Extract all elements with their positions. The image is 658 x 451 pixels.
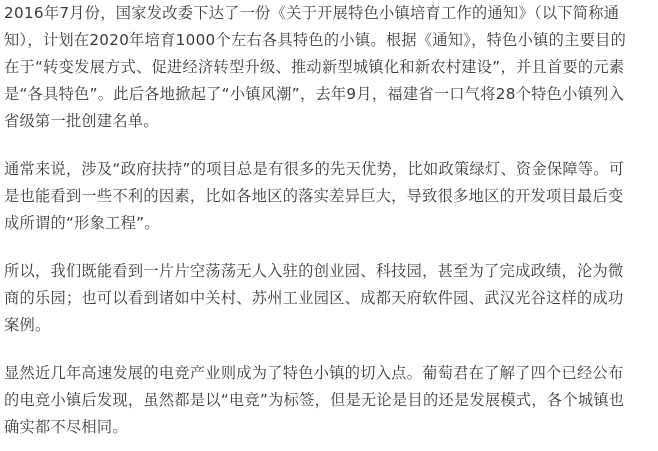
- paragraph-3: [4, 258, 656, 339]
- paragraph-line: 所以，我们既能看到一片片空荡荡无人入驻的创业园、科技园，甚至为了完成政绩，沦为微: [4, 262, 624, 280]
- paragraph-line: 确实都不尽相同。: [4, 418, 128, 436]
- paragraph-1: [4, 0, 656, 135]
- paragraph-line: 成所谓的“形象工程”。: [4, 214, 160, 232]
- paragraph-spacer: [4, 339, 656, 360]
- paragraph-line: 是“各具特色”。此后各地掀起了“小镇风潮”，去年9月，福建省一口气将28个特色小镇列入: [4, 85, 625, 103]
- paragraph-line: 2016年7月份，国家发改委下达了一份《关于开展特色小镇培育工作的通知》（以下简称通: [4, 4, 620, 22]
- paragraph-line: 通常来说，涉及“政府扶持”的项目总是有很多的先天优势，比如政策绿灯、资金保障等。可: [4, 160, 625, 178]
- paragraph-line: 省级第一批创建名单。: [4, 112, 159, 130]
- paragraph-line: 的电竞小镇后发现，虽然都是以“电竞”为标签，但是无论是目的还是发展模式，各个城镇也: [4, 391, 625, 409]
- paragraph-4: [4, 360, 656, 441]
- paragraph-line: 显然近几年高速发展的电竞产业则成为了特色小镇的切入点。葡萄君在了解了四个已经公布: [4, 364, 624, 382]
- paragraph-spacer: [4, 237, 656, 258]
- article-body: [4, 0, 656, 441]
- paragraph-line: 知），计划在2020年培育1000个左右各具特色的小镇。根据《通知》，特色小镇的主要目的: [4, 31, 627, 49]
- paragraph-2: [4, 156, 656, 237]
- paragraph-spacer: [4, 135, 656, 156]
- paragraph-line: 在于“转变发展方式、促进经济转型升级、推动新型城镇化和新农村建设”，并且首要的元素: [4, 58, 625, 76]
- paragraph-line: 商的乐园；也可以看到诸如中关村、苏州工业园区、成都天府软件园、武汉光谷这样的成功: [4, 289, 624, 307]
- paragraph-line: 是也能看到一些不利的因素，比如各地区的落实差异巨大，导致很多地区的开发项目最后变: [4, 187, 624, 205]
- paragraph-line: 案例。: [4, 316, 51, 334]
